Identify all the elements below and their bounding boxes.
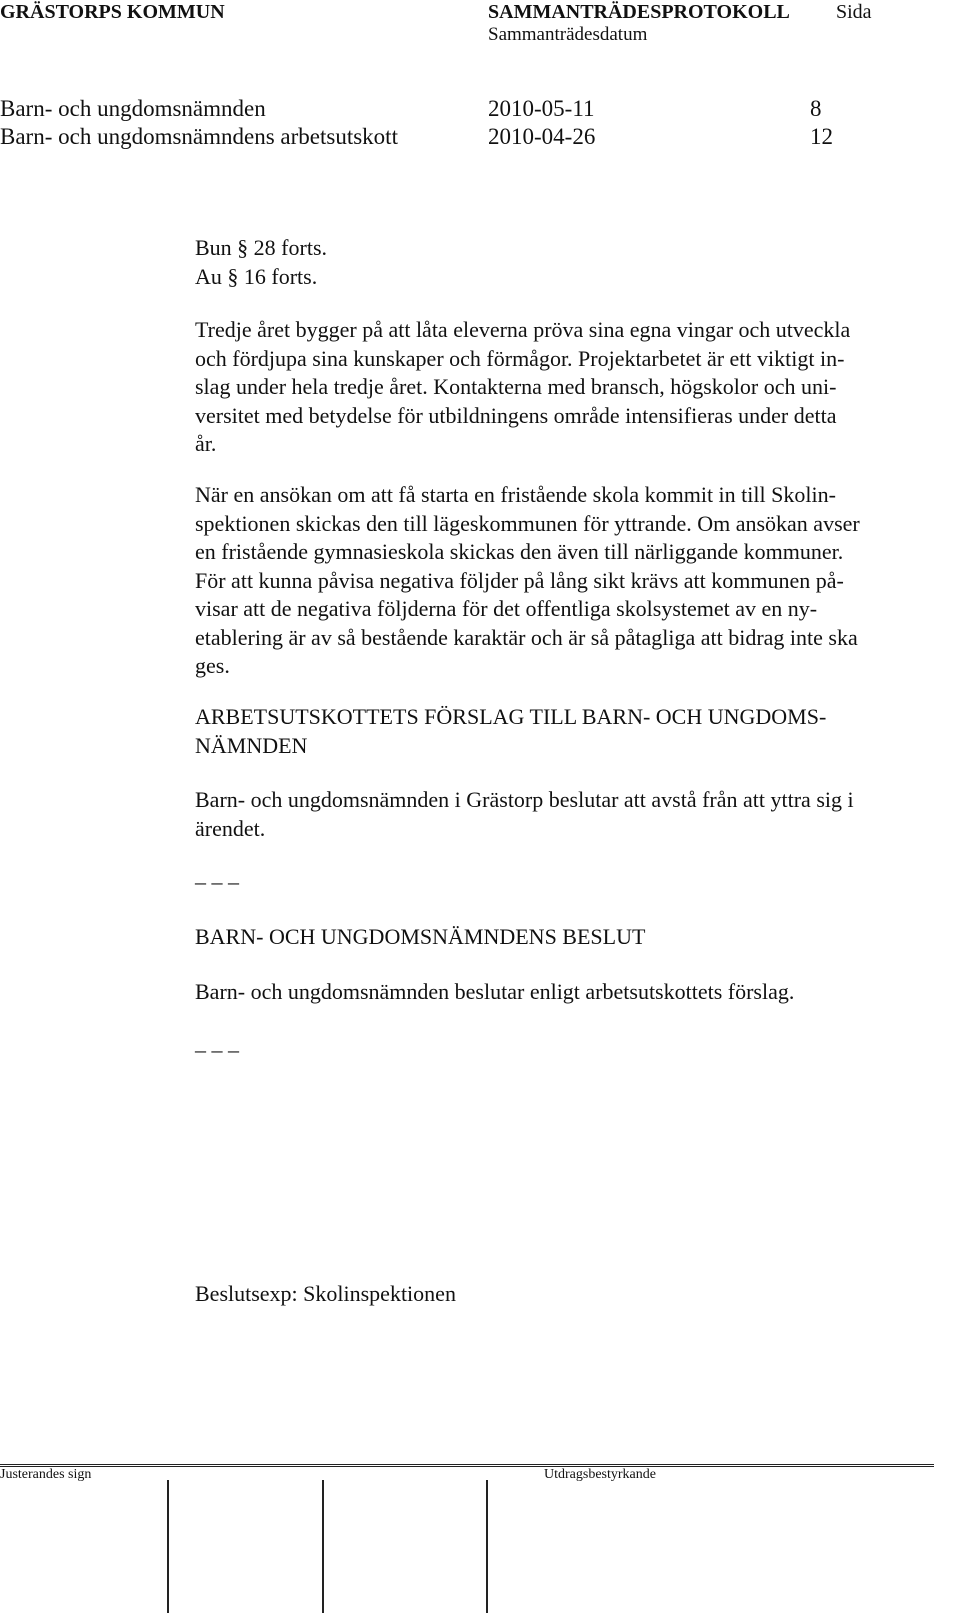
signature-box-divider: [167, 1480, 169, 1613]
text-line: För att kunna påvisa negativa följder på lång sikt krävs att kommunen på-: [195, 567, 844, 593]
section-reference: [195, 234, 327, 291]
document-type: SAMMANTRÄDESPROTOKOLL: [488, 1, 790, 23]
meeting-date: 2010-04-26: [488, 124, 596, 149]
meeting-body: Barn- och ungdomsnämndens arbetsutskott: [0, 124, 398, 149]
text-line: versitet med betydelse för utbildningens område intensifieras under detta: [195, 402, 837, 428]
footer-extract-label: Utdragsbestyrkande: [544, 1467, 656, 1482]
decision-text: Barn- och ungdomsnämnden beslutar enligt arbetsutskottets förslag.: [195, 979, 795, 1004]
heading-line: NÄMNDEN: [195, 732, 308, 758]
decision-heading: BARN- OCH UNGDOMSNÄMNDENS BESLUT: [195, 924, 646, 949]
page-label: Sida: [836, 1, 872, 23]
text-line: visar att de negativa följderna för det offentliga skolsystemet av en ny-: [195, 596, 818, 621]
text-line: slag under hela tredje året. Kontakterna med bransch, högskolor och uni-: [195, 374, 837, 399]
meeting-body: Barn- och ungdomsnämnden: [0, 96, 266, 121]
paragraph: [195, 481, 860, 681]
heading-line: ARBETSUTSKOTTETS FÖRSLAG TILL BARN- OCH UNGDOMS-: [195, 704, 827, 729]
text-line: spektionen skickas den till lägeskommunen för yttrande. Om ansökan avser: [195, 510, 860, 536]
proposal-heading: [195, 703, 826, 760]
distribution-line: Beslutsexp: Skolinspektionen: [195, 1281, 456, 1306]
text-line: etablering är av så bestående karaktär och är så påtagliga att bidrag inte ska: [195, 624, 858, 650]
text-line: och fördjupa sina kunskaper och förmågor. Projektarbetet är ett viktigt in-: [195, 345, 845, 371]
text-line: Barn- och ungdomsnämnden i Grästorp beslutar att avstå från att yttra sig i: [195, 787, 854, 812]
section-separator: – – –: [195, 1037, 239, 1062]
text-line: När en ansökan om att få starta en fristående skola kommit in till Skolin-: [195, 482, 836, 507]
proposal-text: [195, 786, 854, 843]
signature-box-divider: [486, 1480, 488, 1613]
footer-sign-label: Justerandes sign: [0, 1467, 92, 1482]
text-line: ges.: [195, 653, 230, 678]
meeting-date-label: Sammanträdesdatum: [488, 24, 648, 45]
text-line: ärendet.: [195, 815, 266, 841]
meeting-page: 12: [810, 124, 833, 149]
signature-box-divider: [322, 1480, 324, 1613]
footer-top-rule: [0, 1464, 934, 1465]
footer-top-rule-secondary: [0, 1466, 934, 1467]
organization-name: GRÄSTORPS KOMMUN: [0, 1, 225, 23]
text-line: en fristående gymnasieskola skickas den även till närliggande kommuner.: [195, 539, 844, 564]
paragraph: [195, 316, 850, 459]
section-ref-line: Bun § 28 forts.: [195, 235, 327, 260]
section-separator: – – –: [195, 869, 239, 894]
text-line: Tredje året bygger på att låta eleverna pröva sina egna vingar och utveckla: [195, 317, 851, 342]
text-line: år.: [195, 431, 217, 456]
meeting-page: 8: [810, 96, 822, 121]
meeting-date: 2010-05-11: [488, 96, 595, 121]
section-ref-line: Au § 16 forts.: [195, 263, 318, 289]
